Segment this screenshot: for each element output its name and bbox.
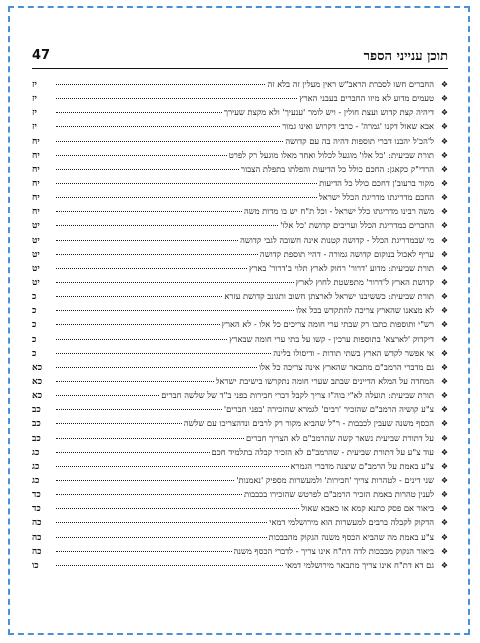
- toc-entry: [32, 431, 448, 445]
- toc-entry-page: כה: [32, 532, 42, 543]
- toc-entry-text: דיקדוק 'לארצא' בתוספות ערכין - קשו על בתי ערי חומה שבארץ: [229, 333, 434, 344]
- dot-leader: [56, 452, 210, 453]
- toc-entry: [32, 473, 448, 487]
- toc-entry-text: צ"ע באמת על הרמב"ם שיצנה מדברי הגמרא: [290, 460, 434, 471]
- page-number: 47: [32, 48, 51, 63]
- diamond-bullet-icon: ❖: [440, 560, 448, 570]
- toc-entry: [32, 530, 448, 544]
- diamond-bullet-icon: ❖: [440, 249, 448, 259]
- dot-leader: [56, 98, 297, 99]
- toc-entry: [32, 303, 448, 317]
- page-header: [32, 48, 448, 69]
- toc-entry: [32, 105, 448, 119]
- toc-entry-text: שני דינים - לטהרות צריך 'חבירות' ולמעשרות מספיק 'נאמנות': [236, 474, 434, 485]
- toc-entry-text: הרדי"ק כקאגן: החכם כולל כל הדיעות והפלתו בתפלת הצבור: [240, 163, 434, 174]
- toc-entry-page: כב: [32, 419, 41, 430]
- toc-entry-page: כא: [32, 376, 43, 387]
- toc-entry: [32, 459, 448, 473]
- toc-entry: [32, 360, 448, 374]
- toc-entry-text: ל'הכ'ל יהבנו דברי תוספות דהיה בה עם קדושה: [285, 135, 434, 146]
- diamond-bullet-icon: ❖: [440, 504, 448, 514]
- diamond-bullet-icon: ❖: [440, 108, 448, 118]
- toc-entry-page: כא: [32, 391, 43, 402]
- toc-entry-text: אי אפשר לקדש הארץ בשתי תודות - ודיסולו בלינה: [273, 347, 434, 358]
- diamond-bullet-icon: ❖: [440, 306, 448, 316]
- toc-entry: [32, 218, 448, 232]
- dot-leader: [56, 268, 247, 269]
- dot-leader: [56, 310, 294, 311]
- toc-entry-page: יז: [32, 122, 37, 133]
- toc-entry-page: יח: [32, 178, 40, 189]
- dot-leader: [56, 494, 242, 495]
- toc-entry-page: יח: [32, 150, 40, 161]
- toc-entry-text: תורת שביעית: תועלה לא"י בוה"ז צריך לקבל דברי חבירות בפני ב"ד של שלשה חברים: [161, 390, 434, 401]
- diamond-bullet-icon: ❖: [440, 461, 448, 471]
- toc-entry: [32, 134, 448, 148]
- toc-entry-page: יז: [32, 108, 37, 119]
- dot-leader: [56, 522, 267, 523]
- toc-entry: [32, 119, 448, 133]
- toc-entry-text: צ"ע באמת מה שהביא הכסף משנה הגקוק מהבבכות: [268, 531, 434, 542]
- dot-leader: [56, 112, 222, 113]
- diamond-bullet-icon: ❖: [440, 546, 448, 556]
- dot-leader: [56, 480, 234, 481]
- diamond-bullet-icon: ❖: [440, 263, 448, 273]
- diamond-bullet-icon: ❖: [440, 178, 448, 188]
- dot-leader: [56, 381, 214, 382]
- dot-leader: [56, 324, 220, 325]
- diamond-bullet-icon: ❖: [440, 447, 448, 457]
- toc-entry: [32, 162, 448, 176]
- toc-entry-page: יח: [32, 207, 40, 218]
- toc-entry-text: קדושת הארץ ל'דרור' מתפשטת לחוץ לארץ: [295, 276, 434, 287]
- diamond-bullet-icon: ❖: [440, 391, 448, 401]
- toc-entry: [32, 190, 448, 204]
- toc-entry: [32, 77, 448, 91]
- toc-entry-page: יט: [32, 221, 40, 232]
- dot-leader: [56, 508, 299, 509]
- toc-entry: [32, 402, 448, 416]
- dot-leader: [56, 466, 289, 467]
- diamond-bullet-icon: ❖: [440, 136, 448, 146]
- diamond-bullet-icon: ❖: [440, 320, 448, 330]
- toc-entry-text: טעמים מדוע לא מיזו החברים בעבני הארץ: [299, 93, 434, 104]
- toc-entry-text: המחדה על המלא הדיינים שבתב שערי חומה נתקרשו בישיבת ישראל: [215, 375, 434, 386]
- diamond-bullet-icon: ❖: [440, 292, 448, 302]
- toc-entry: [32, 261, 448, 275]
- dot-leader: [56, 240, 238, 241]
- dot-leader: [56, 211, 242, 212]
- dot-leader: [56, 141, 283, 142]
- toc-entry-text: אבא שאול דקנו 'גמרה' - כרבי דקרוש ואינו גמור: [282, 121, 434, 132]
- toc-entry-page: יז: [32, 80, 37, 90]
- toc-entry-page: יט: [32, 263, 40, 274]
- toc-entry: [32, 515, 448, 529]
- diamond-bullet-icon: ❖: [440, 518, 448, 528]
- diamond-bullet-icon: ❖: [440, 376, 448, 386]
- toc-entry-page: כב: [32, 433, 41, 444]
- toc-page: [32, 48, 448, 572]
- diamond-bullet-icon: ❖: [440, 193, 448, 203]
- toc-entry-page: כ: [32, 334, 37, 345]
- dot-leader: [56, 339, 227, 340]
- diamond-bullet-icon: ❖: [440, 235, 448, 245]
- toc-entry-text: רש"י ותוספות כתבו רק שבתי ערי חומה צריכים כל אלו - לא הארץ: [221, 319, 434, 330]
- toc-entry: [32, 544, 448, 558]
- toc-entry-page: יח: [32, 136, 40, 147]
- toc-entry-text: ביאור אם פסק כתנא קמא או כאבא שאול: [301, 503, 434, 514]
- toc-entry-text: משה רבינו מדריגתו כלל ישראל - וכל ת"ח יש בו מדות משה: [243, 206, 434, 217]
- toc-entry-text: הדקוק לקבלה ברבים למעשרות הוא מירושלמי דמאי: [269, 517, 434, 528]
- toc-entry-page: כד: [32, 490, 41, 501]
- diamond-bullet-icon: ❖: [440, 122, 448, 132]
- toc-entry-page: כ: [32, 292, 37, 303]
- toc-entry-page: יח: [32, 193, 40, 204]
- toc-entry: [32, 91, 448, 105]
- toc-entry-page: כא: [32, 362, 43, 373]
- toc-entry-text: מי שבמדריגת הכלל - קדושה קטנות אינה חשובה לגבי קדושה: [240, 234, 434, 245]
- toc-entry-text: לענין טהרות באמת הזכיר הרמב"ם לפרטש שהזכירו בכבבות: [244, 489, 434, 500]
- diamond-bullet-icon: ❖: [440, 80, 448, 89]
- diamond-bullet-icon: ❖: [440, 334, 448, 344]
- toc-entry: [32, 289, 448, 303]
- toc-entry-text: החכם מדריגתו מדריגת הכלל ישראל: [318, 192, 434, 203]
- diamond-bullet-icon: ❖: [440, 164, 448, 174]
- toc-entry-text: עוד צ"ע על דתורת שביעית - שהרמב"ם לא הזכיר קבלה בתלמיד חכם: [211, 446, 434, 457]
- toc-entry-page: כ: [32, 348, 37, 359]
- diamond-bullet-icon: ❖: [440, 475, 448, 485]
- dot-leader: [56, 169, 239, 170]
- toc-entry-text: ביאור הנקוק מבבכות לדה דת"ח אינו צריך - לדברי הכסף משנה: [233, 545, 434, 556]
- toc-entry-text: צ"ע קושיה הרמב"ם שהזכיר 'רבים' לגמרא שהזכירה 'בפני חברים': [223, 404, 434, 415]
- dot-leader: [56, 353, 271, 354]
- toc-entry: [32, 148, 448, 162]
- dot-leader: [56, 282, 294, 283]
- toc-entry-text: החברים חשו לסברת הראב"ש ראין מעלין זה בלא זה: [267, 79, 434, 89]
- dot-leader: [56, 438, 244, 439]
- toc-entry-text: תורת שביעית: כששיבנו ישראל לארצתן חשוב ותגונב קדושת עזרא: [224, 291, 434, 302]
- dot-leader: [56, 84, 265, 85]
- dot-leader: [56, 367, 257, 368]
- toc-entry: [32, 176, 448, 190]
- diamond-bullet-icon: ❖: [440, 207, 448, 217]
- toc-entry-page: כ: [32, 306, 37, 317]
- toc-entry-page: כ: [32, 320, 37, 331]
- toc-entry-page: כב: [32, 405, 41, 416]
- dot-leader: [56, 197, 317, 198]
- toc-entry-text: החברים במדריגת הכלל ועריבים קדושת 'כל אלו': [280, 220, 434, 231]
- toc-entry: [32, 501, 448, 515]
- toc-entry-text: מקור ברעוב'ן דחכם כולל כל הדיעות: [319, 177, 434, 188]
- toc-entry-text: דיהיה קצת קדוש ועצת חולין - ויש לומר 'ענעיך' ולא מקצת שעירך: [223, 107, 434, 118]
- diamond-bullet-icon: ❖: [440, 362, 448, 372]
- toc-entry: [32, 275, 448, 289]
- toc-list: [32, 77, 448, 572]
- diamond-bullet-icon: ❖: [440, 150, 448, 160]
- toc-entry-page: כג: [32, 447, 40, 458]
- toc-entry-page: כה: [32, 546, 42, 557]
- diamond-bullet-icon: ❖: [440, 405, 448, 415]
- toc-entry: [32, 416, 448, 430]
- dot-leader: [56, 155, 227, 156]
- toc-entry-page: יט: [32, 277, 40, 288]
- page-title: תוכן ענייני הספר: [363, 49, 448, 64]
- diamond-bullet-icon: ❖: [440, 277, 448, 287]
- toc-entry-text: גם מדברי הרמב"ם מתבאר שהארץ אינה צריכה כל אלו: [259, 361, 434, 372]
- toc-entry-text: תורת שביעית: מדוע 'דרור' רחוק לארץ תלוי ב'דרור' בארץ: [249, 262, 434, 273]
- diamond-bullet-icon: ❖: [440, 94, 448, 104]
- toc-entry: [32, 558, 448, 572]
- toc-entry: [32, 388, 448, 402]
- toc-entry: [32, 445, 448, 459]
- toc-entry-page: יז: [32, 94, 37, 105]
- toc-entry-page: כג: [32, 461, 40, 472]
- dot-leader: [56, 551, 232, 552]
- toc-entry: [32, 247, 448, 261]
- diamond-bullet-icon: ❖: [440, 490, 448, 500]
- dot-leader: [56, 225, 278, 226]
- diamond-bullet-icon: ❖: [440, 433, 448, 443]
- toc-entry-text: עריף לאכול בנוקום קדושה גמורה - דהיי תוספת קדושה: [259, 248, 434, 259]
- toc-entry-text: גם דא דת"ח אינו צריך מתבאר מירושלמי דמאי: [284, 559, 434, 570]
- toc-entry: [32, 346, 448, 360]
- dot-leader: [56, 409, 222, 410]
- toc-entry-text: לא מצאנו שהארץ צריכה להתקדש בכל אלו: [295, 305, 434, 316]
- toc-entry-page: יח: [32, 164, 40, 175]
- toc-entry: [32, 233, 448, 247]
- toc-entry: [32, 204, 448, 218]
- diamond-bullet-icon: ❖: [440, 348, 448, 358]
- dot-leader: [56, 126, 280, 127]
- diamond-bullet-icon: ❖: [440, 532, 448, 542]
- toc-entry-page: כד: [32, 504, 41, 515]
- diamond-bullet-icon: ❖: [440, 419, 448, 429]
- toc-entry-text: על דתורת שביעית נשאר קשה שהרמב"ם לא הצריך חברים: [246, 432, 434, 443]
- toc-entry: [32, 487, 448, 501]
- dot-leader: [56, 565, 283, 566]
- toc-entry-page: יט: [32, 249, 40, 260]
- toc-entry-page: כג: [32, 475, 40, 486]
- dot-leader: [56, 183, 317, 184]
- diamond-bullet-icon: ❖: [440, 221, 448, 231]
- dot-leader: [56, 254, 258, 255]
- toc-entry-text: הכסף משנה שעבין לכבבות - ר"ל שהביא מקור רק לרבים ונדהצריכו עם שלשה: [183, 418, 434, 429]
- dot-leader: [56, 423, 182, 424]
- toc-entry-page: כו: [32, 560, 39, 571]
- dot-leader: [56, 395, 159, 396]
- toc-entry-page: יט: [32, 235, 40, 246]
- toc-entry-text: תורת שביעית: 'כל אלו' מוגעל לכלול ואחד מאלו מוגעל רק לפרט: [228, 149, 434, 160]
- dot-leader: [56, 296, 222, 297]
- toc-entry-page: כה: [32, 518, 42, 529]
- toc-entry: [32, 332, 448, 346]
- toc-entry: [32, 374, 448, 388]
- dot-leader: [56, 537, 267, 538]
- toc-entry: [32, 317, 448, 331]
